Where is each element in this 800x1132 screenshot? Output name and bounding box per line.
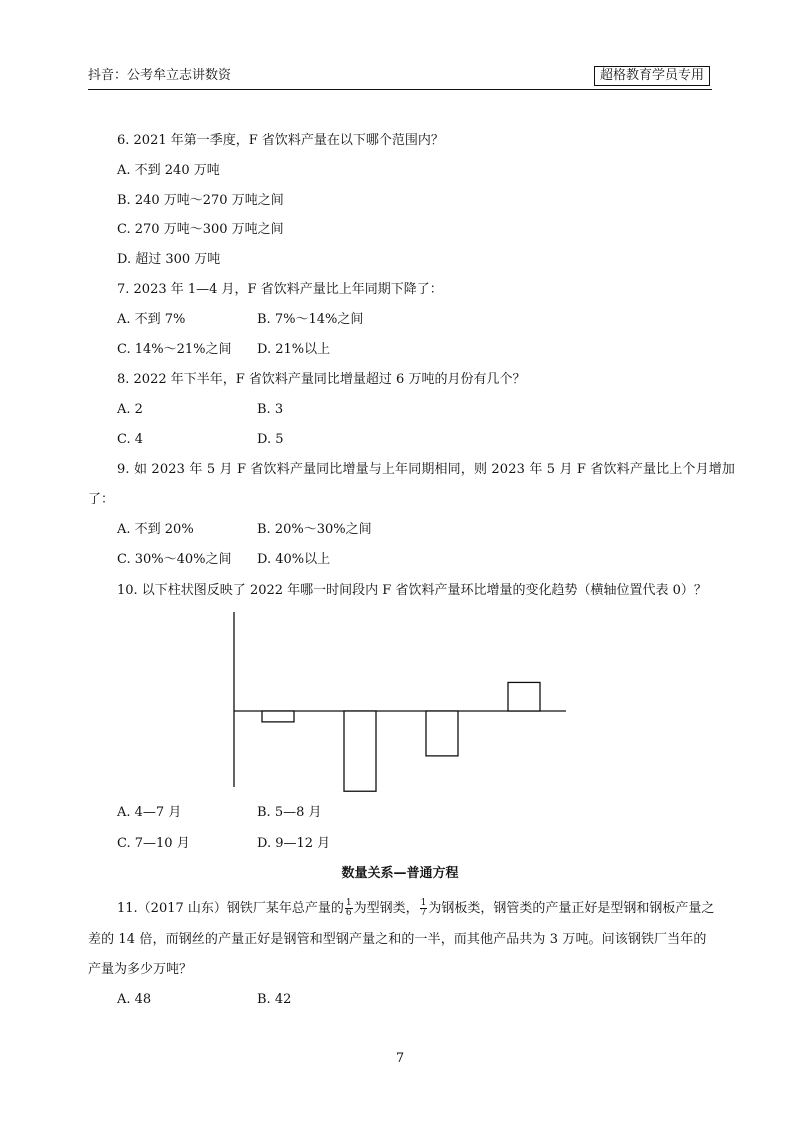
q9-option-b: B. 20%～30%之间: [257, 522, 372, 537]
chart-bar-1: [262, 711, 294, 722]
fraction-one-sixth: [345, 899, 353, 918]
header-source: 抖音：公考牟立志讲数资: [88, 68, 232, 83]
fraction-one-seventh: [420, 899, 428, 918]
q8-option-c: C. 4: [117, 432, 144, 447]
chart-bars: [262, 682, 540, 791]
q10-option-a: A. 4—7 月: [117, 805, 182, 820]
q6-option-a: A. 不到 240 万吨: [117, 163, 220, 178]
q7-option-b: B. 7%～14%之间: [257, 312, 364, 327]
q11-stem-part3: 为钢板类，钢管类的产量正好是型钢和钢板产量之: [428, 901, 715, 916]
q7-option-d: D. 21%以上: [257, 342, 331, 357]
page-number: 7: [395, 1051, 405, 1066]
q11-option-b: B. 42: [257, 992, 292, 1007]
header-badge: 超格教育学员专用: [594, 66, 710, 86]
chart-bar-2: [344, 711, 376, 791]
q7-option-c: C. 14%～21%之间: [117, 342, 232, 357]
q11-stem-part2: 为型钢类，: [353, 901, 419, 916]
q9-stem: 9. 如 2023 年 5 月 F 省饮料产量同比增量与上年同期相同，则 2023 年 5 月 F 省饮料产量比上个月增加: [117, 462, 736, 477]
q10-option-d: D. 9—12 月: [257, 836, 331, 851]
q8-option-b: B. 3: [257, 402, 284, 417]
q8-option-d: D. 5: [257, 432, 284, 447]
chart-bar-4: [508, 682, 540, 711]
q8-option-a: A. 2: [117, 402, 143, 417]
q9-option-c: C. 30%～40%之间: [117, 552, 232, 567]
frac1-numerator: 1: [345, 898, 352, 908]
q11-stem: [117, 899, 714, 919]
q11-option-a: A. 48: [117, 992, 152, 1007]
q6-option-b: B. 240 万吨～270 万吨之间: [117, 193, 284, 208]
q9-option-d: D. 40%以上: [257, 552, 331, 567]
q10-option-b: B. 5—8 月: [257, 805, 322, 820]
q6-option-d: D. 超过 300 万吨: [117, 252, 221, 267]
q10-option-c: C. 7—10 月: [117, 836, 190, 851]
section-title: 数量关系—普通方程: [341, 866, 459, 881]
q6-stem: 6. 2021 年第一季度，F 省饮料产量在以下哪个范围内？: [117, 133, 444, 148]
frac2-numerator: 1: [420, 898, 427, 908]
q9-option-a: A. 不到 20%: [117, 522, 194, 537]
q6-option-c: C. 270 万吨～300 万吨之间: [117, 222, 284, 237]
q7-option-a: A. 不到 7%: [117, 312, 186, 327]
q11-stem-line3: 产量为多少万吨？: [88, 962, 193, 977]
q11-stem-line2: 差的 14 倍，而钢丝的产量正好是钢管和型钢产量之和的一半，而其他产品共为 3 万吨。问该钢铁厂当年的: [88, 932, 707, 947]
q8-stem: 8. 2022 年下半年，F 省饮料产量同比增量超过 6 万吨的月份有几个？: [117, 372, 526, 387]
frac2-denominator: 7: [420, 908, 427, 918]
frac1-denominator: 6: [345, 908, 352, 918]
q11-stem-part1: 11.（2017 山东）钢铁厂某年总产量的: [117, 901, 344, 916]
chart-bar-3: [426, 711, 458, 756]
q10-stem: 10. 以下柱状图反映了 2022 年哪一时间段内 F 省饮料产量环比增量的变化趋势（横轴位置代表 0）？: [117, 583, 707, 598]
q7-stem: 7. 2023 年 1—4 月，F 省饮料产量比上年同期下降了：: [117, 282, 443, 297]
q9-stem-continued: 了：: [88, 492, 115, 507]
